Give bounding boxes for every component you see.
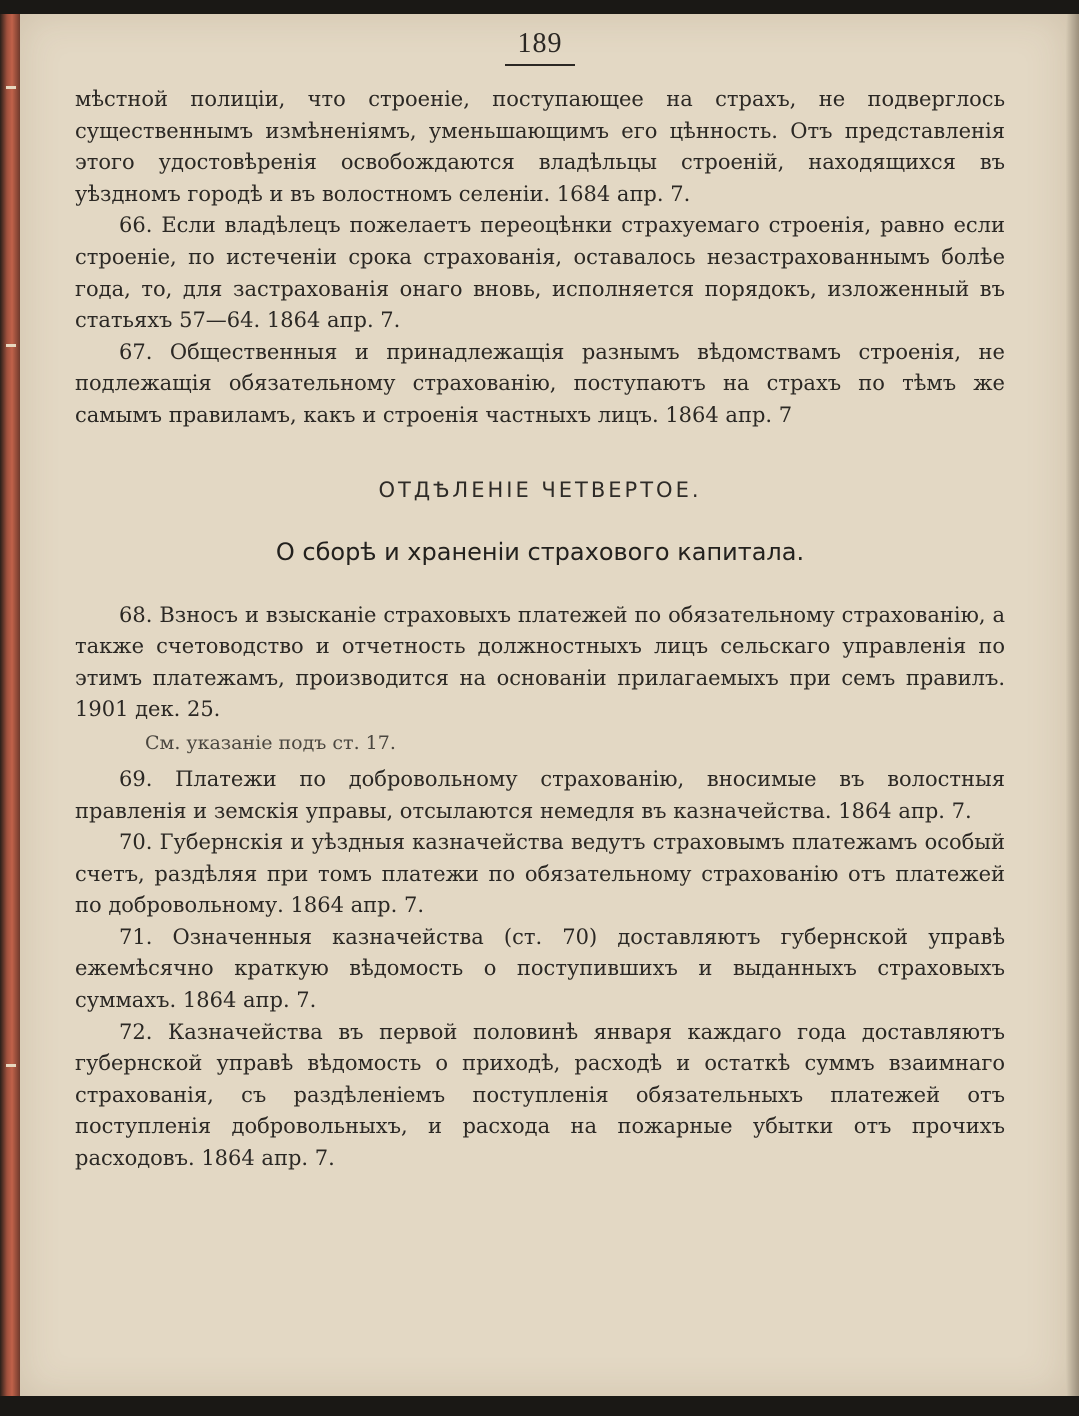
- binding-mark: [6, 344, 16, 347]
- binding-mark: [6, 1064, 16, 1067]
- paragraph-72: 72. Казначейства въ первой половинѣ января каждаго года доставляютъ губернской управѣ вѣдомость о приходѣ, расходѣ и остаткѣ суммъ взаимнаго страхованія, съ раздѣленіемъ поступленія обязательныхъ платежей отъ поступленія добровольныхъ, и расхода на пожарные убытки отъ прочихъ расходовъ. 1864 апр. 7.: [75, 1019, 1005, 1171]
- cross-reference: См. указаніе подъ ст. 17.: [145, 731, 396, 754]
- page-number: 189: [505, 28, 575, 66]
- page-content: [75, 28, 1005, 1175]
- section-title: ОТДѢЛЕНІЕ ЧЕТВЕРТОЕ.: [378, 477, 702, 502]
- paragraph-68: 68. Взносъ и взысканіе страховыхъ платежей по обязательному страхованію, а также счетоводство и отчетность должностныхъ лицъ сельскаго управленія по этимъ платежамъ, производится на основаніи прилагаемыхъ при семъ правилъ. 1901 дек. 25.: [75, 602, 1005, 722]
- book-binding: [0, 14, 20, 1396]
- page-edge: [1066, 14, 1079, 1396]
- binding-mark: [6, 86, 16, 89]
- paragraph-67: 67. Общественныя и принадлежащія разнымъ вѣдомствамъ строенія, не подлежащія обязательному страхованію, поступаютъ на страхъ по тѣмъ же самымъ правиламъ, какъ и строенія частныхъ лицъ. 1864 апр. 7: [75, 339, 1005, 427]
- paragraph-71: 71. Означенныя казначейства (ст. 70) доставляютъ губернской управѣ ежемѣсячно краткую вѣдомость о поступившихъ и выданныхъ страховыхъ суммахъ. 1864 апр. 7.: [75, 924, 1005, 1013]
- paragraph-continuation: мѣстной полиціи, что строеніе, поступающее на страхъ, не подверглось существеннымъ измѣненіямъ, уменьшающимъ его цѣнность. Отъ представленія этого удостовѣренія освобождаются владѣльцы строеній, находящихся въ уѣздномъ городѣ и въ волостномъ селеніи. 1684 апр. 7.: [75, 87, 1005, 206]
- chapter-title: О сборѣ и храненіи страхового капитала.: [275, 537, 805, 566]
- paragraph-69: 69. Платежи по добровольному страхованію, вносимые въ волостныя правленія и земскія управы, отсылаются немедля въ казначейства. 1864 апр. 7.: [75, 766, 1005, 823]
- paragraph-66: 66. Если владѣлецъ пожелаетъ переоцѣнки страхуемаго строенія, равно если строеніе, по истеченіи срока страхованія, оставалось незастрахованнымъ болѣе года, то, для застрахованія онаго вновь, исполняется порядокъ, изложенный въ статьяхъ 57—64. 1864 апр. 7.: [75, 213, 1005, 333]
- paragraph-70: 70. Губернскія и уѣздныя казначейства ведутъ страховымъ платежамъ особый счетъ, раздѣляя при томъ платежи по обязательному страхованію отъ платежей по добровольному. 1864 апр. 7.: [75, 830, 1005, 918]
